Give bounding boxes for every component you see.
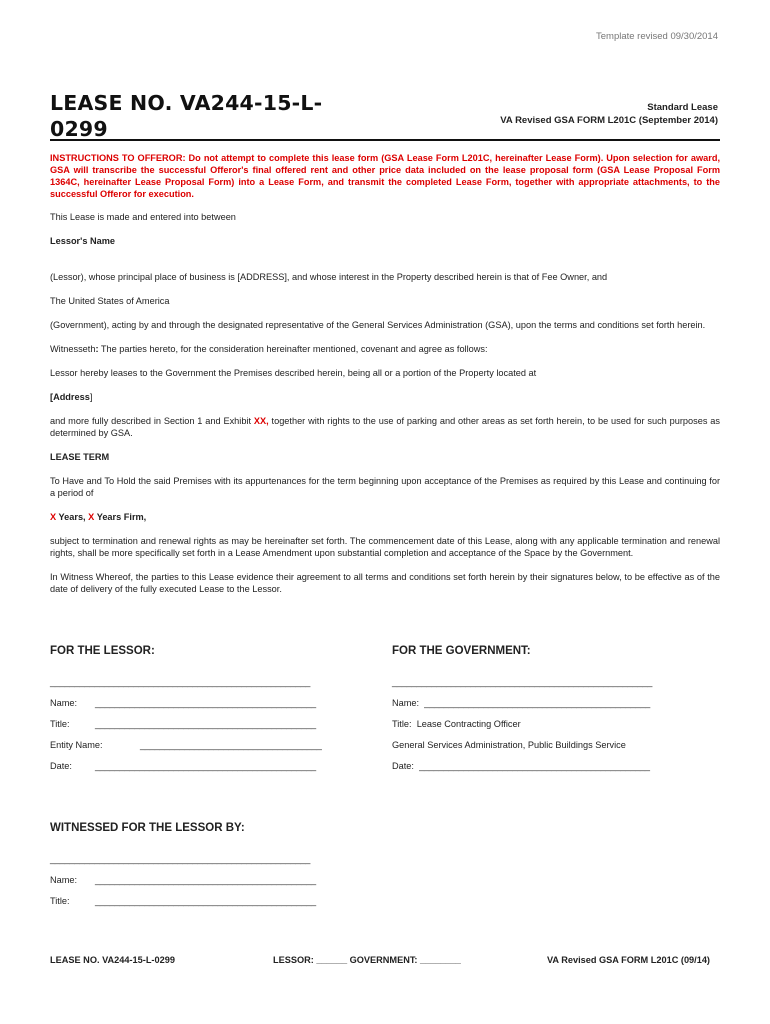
government-title-row (392, 719, 732, 729)
footer-lease-number: LEASE NO. VA244-15-L-0299 (50, 955, 175, 965)
lessor-date-row (50, 761, 350, 771)
form-identifier (500, 101, 718, 127)
lease-body (50, 152, 720, 607)
lessor-entity-field[interactable]: _____________________________________ (140, 740, 322, 750)
footer-form-name: VA Revised GSA FORM L201C (09/14) (546, 955, 710, 965)
lessor-date-label: Date: (50, 761, 72, 771)
lessors-name-label: Lessor's Name (50, 236, 115, 246)
lessor-signature-line[interactable]: _____________________________________________________ (50, 677, 311, 687)
government-title-value: Lease Contracting Officer (416, 719, 521, 729)
to-have-text: To Have and To Hold the said Premises with its appurtenances for the term beginning upon acceptance of the Premises as required by this Lease and continuing for a period of (50, 476, 720, 498)
exhibit-xx: XX, (253, 416, 269, 426)
witnesseth-paragraph (50, 343, 720, 355)
government-signature-block (392, 645, 732, 782)
witness-title-row (50, 896, 350, 906)
lease-years (50, 511, 720, 523)
years-x-2: X (88, 512, 95, 522)
government-date-field[interactable]: _______________________________________________ (419, 761, 650, 771)
government-date-label: Date: (392, 761, 414, 771)
witnesseth-label: Witnesseth (50, 344, 96, 354)
lessor-date-field[interactable]: _____________________________________________ (95, 761, 316, 771)
witness-name-row (50, 875, 350, 885)
government-date-row (392, 761, 732, 771)
in-witness-text: In Witness Whereof, the parties to this Lease evidence their agreement to all terms and conditions set forth herein by their signatures below, to be effective as of the date of delivery of the fully executed Lease to the Lessor. (50, 572, 720, 594)
lease-number-line-2: 0299 (50, 117, 108, 141)
witness-name-label: Name: (50, 875, 78, 885)
witnessed-for-lessor-title: WITNESSED FOR THE LESSOR BY: (50, 822, 245, 834)
lessor-clause: (Lessor), whose principal place of business is [ADDRESS], and whose interest in the Property described herein is that of Fee Owner, and (50, 272, 608, 282)
lessor-title-label: Title: (50, 719, 70, 729)
government-name-field[interactable]: ______________________________________________ (424, 698, 651, 708)
lessor-name-row (50, 698, 350, 708)
instructions-to-offeror: INSTRUCTIONS TO OFFEROR: Do not attempt to complete this lease form (GSA Lease Form L201C, hereinafter Lease Form). Upon selection for award, GSA will transcribe the successful Offeror's final offered rent and other price data included on the lease proposal form (GSA Lease Proposal Form 1364C, hereinafter Lease Proposal Form) into a Lease Form, and transmit the completed Lease Form, together with appropriate attachments, to the successful Offeror for execution. (50, 153, 720, 199)
lessor-entity-row (50, 740, 350, 750)
witnesseth-text: The parties hereto, for the consideration hereinafter mentioned, covenant and agree as follows: (98, 344, 488, 354)
footer-initials[interactable]: LESSOR: ______ GOVERNMENT: ________ (273, 955, 461, 965)
entered-into-text: This Lease is made and entered into between (50, 212, 236, 222)
fully-described-text-1: and more fully described in Section 1 and Exhibit (50, 416, 254, 426)
lease-number-line-1: LEASE NO. VA244-15-L- (50, 91, 323, 115)
fully-described-text-2: together with rights to the use of parking and other areas as set forth herein, to be used for such purposes as determined by GSA. (50, 416, 720, 438)
witnesseth-colon: : (95, 344, 99, 354)
header-divider (50, 139, 720, 141)
lease-term-heading: LEASE TERM (50, 452, 110, 462)
address-word: Address (53, 392, 90, 402)
witness-name-field[interactable]: _____________________________________________ (95, 875, 316, 885)
lessor-title-field[interactable]: _____________________________________________ (95, 719, 316, 729)
address-placeholder (50, 391, 720, 403)
government-agency-row (392, 740, 732, 750)
lessor-name-label: Name: (50, 698, 78, 708)
form-name-label: VA Revised GSA FORM L201C (September 2014) (500, 115, 718, 126)
lessor-signature-block (50, 645, 350, 782)
address-bracket-close: ] (89, 392, 93, 402)
united-states-text: The United States of America (50, 296, 170, 306)
government-name-row (392, 698, 732, 708)
years-x-1: X (50, 512, 57, 522)
lease-number-title (50, 90, 350, 142)
for-the-lessor-title: FOR THE LESSOR: (50, 645, 155, 657)
witness-signature-line[interactable]: _____________________________________________________ (50, 854, 311, 864)
government-name-label: Name: (392, 698, 420, 708)
government-signature-line[interactable]: _____________________________________________________ (392, 677, 653, 687)
years-text-2: Years Firm, (94, 512, 147, 522)
template-revised-note: Template revised 09/30/2014 (596, 31, 718, 42)
government-title-label: Title: (392, 719, 412, 729)
lessor-title-row (50, 719, 350, 729)
standard-lease-label: Standard Lease (647, 102, 718, 113)
witness-signature-block (50, 822, 350, 917)
lessor-name-field[interactable]: _____________________________________________ (95, 698, 316, 708)
subject-to-termination-text: subject to termination and renewal rights as may be hereinafter set forth. The commencement date of this Lease, along with any applicable termination and renewal rights, shall be more specifically set forth in a Lease Amendment upon substantial completion and acceptance of the Space by the Government. (50, 536, 720, 558)
address-bracket-open: [ (50, 392, 54, 402)
premises-text: Lessor hereby leases to the Government the Premises described herein, being all or a portion of the Property located at (50, 368, 537, 378)
lessor-entity-label: Entity Name: (50, 740, 103, 750)
for-the-government-title: FOR THE GOVERNMENT: (392, 645, 531, 657)
government-agency: General Services Administration, Public Buildings Service (392, 740, 626, 750)
years-text-1: Years, (56, 512, 89, 522)
witness-title-label: Title: (50, 896, 70, 906)
witness-title-field[interactable]: _____________________________________________ (95, 896, 316, 906)
fully-described-paragraph (50, 415, 720, 439)
government-clause: (Government), acting by and through the designated representative of the General Services Administration (GSA), upon the terms and conditions set forth herein. (50, 320, 706, 330)
